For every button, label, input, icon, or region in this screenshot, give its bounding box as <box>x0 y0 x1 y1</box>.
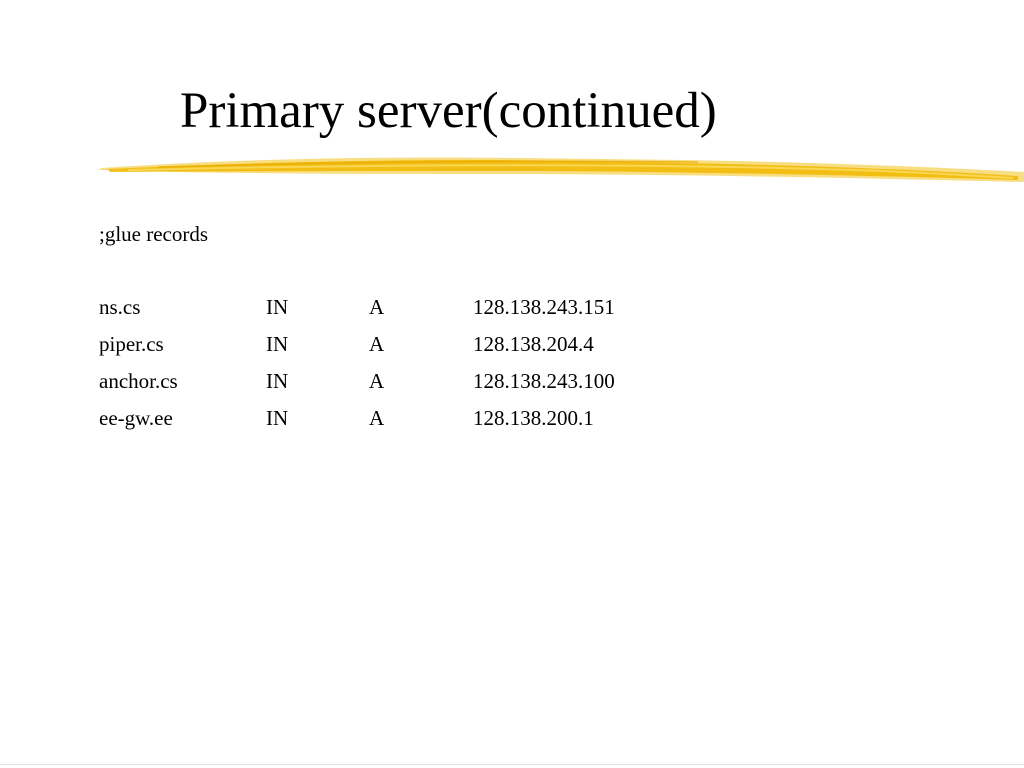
title-underline-brushstroke <box>98 148 1024 188</box>
record-class: IN <box>266 332 289 356</box>
record-type: A <box>369 295 385 319</box>
dns-record-row <box>99 334 799 371</box>
glue-records-comment: ;glue records <box>99 222 209 246</box>
dns-record-row <box>99 408 799 445</box>
record-name: ee-gw.ee <box>99 406 173 430</box>
record-class: IN <box>266 369 289 393</box>
record-address: 128.138.243.100 <box>473 369 615 393</box>
record-name: anchor.cs <box>99 369 178 393</box>
record-address: 128.138.204.4 <box>473 332 594 356</box>
record-type: A <box>369 406 385 430</box>
record-type: A <box>369 332 385 356</box>
record-class: IN <box>266 406 289 430</box>
record-address: 128.138.200.1 <box>473 406 594 430</box>
record-address: 128.138.243.151 <box>473 295 615 319</box>
record-name: ns.cs <box>99 295 141 319</box>
record-class: IN <box>266 295 289 319</box>
dns-records-list <box>99 297 799 445</box>
dns-record-row <box>99 297 799 334</box>
dns-record-row <box>99 371 799 408</box>
slide-title: Primary server(continued) <box>180 83 717 139</box>
record-name: piper.cs <box>99 332 164 356</box>
record-type: A <box>369 369 385 393</box>
bottom-divider <box>0 764 1024 765</box>
